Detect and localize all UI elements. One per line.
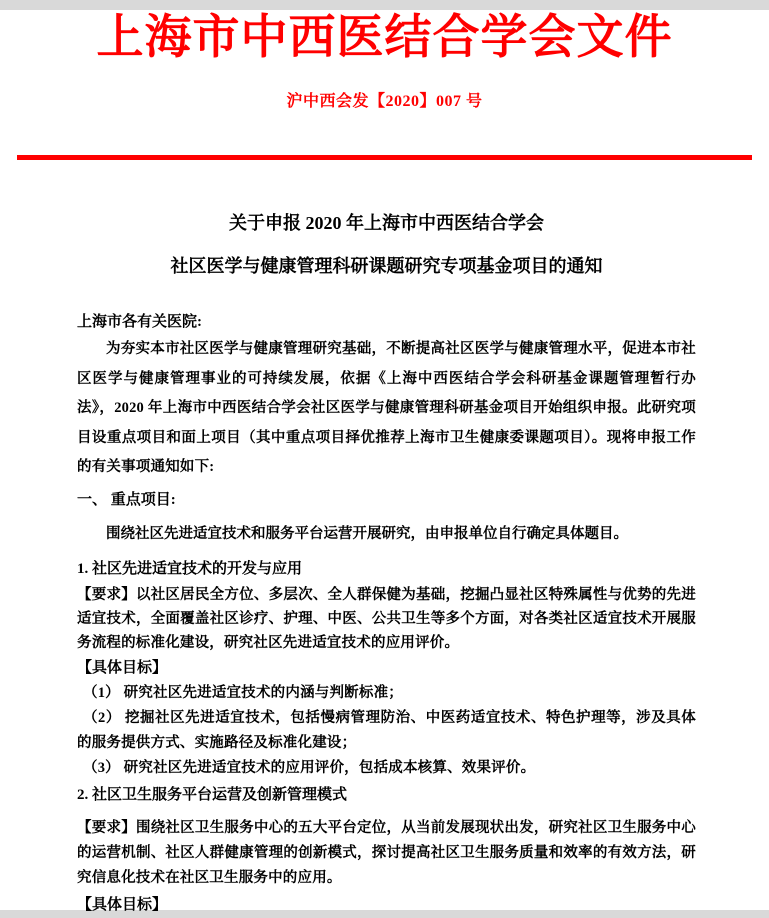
item2-goals-heading: 【具体目标】 (77, 896, 168, 913)
item1-requirement: 【要求】以社区居民全方位、多层次、全人群保健为基础，挖掘凸显社区特殊属性与优势的先进适宜技术，全面覆盖社区诊疗、护理、中医、公共卫生等多个方面，对各类社区适宜技术开展服务流程的标准化建设，研究社区先进适宜技术的应用评价。 (77, 586, 696, 651)
item1-goals-heading: 【具体目标】 (77, 659, 168, 676)
item2-requirement: 【要求】围绕社区卫生服务中心的五大平台定位，从当前发展现状出发，研究社区卫生服务中心的运营机制、社区人群健康管理的创新模式，探讨提高社区卫生服务质量和效率的有效方法，研究信息化技术在社区卫生服务中的应用。 (77, 819, 696, 886)
item1-heading: 1. 社区先进适宜技术的开发与应用 (77, 560, 303, 577)
document-body (0, 212, 769, 918)
section1-intro: 围绕社区先进适宜技术和服务平台运营开展研究，由申报单位自行确定具体题目。 (106, 525, 628, 542)
red-divider (17, 155, 752, 160)
item2-heading: 2. 社区卫生服务平台运营及创新管理模式 (77, 786, 348, 803)
notice-title-line2: 社区医学与健康管理科研课题研究专项基金项目的通知 (170, 256, 603, 276)
doc-number: 沪中西会发【2020】007 号 (286, 93, 483, 110)
salutation: 上海市各有关医院: (77, 314, 202, 330)
item1-goal-3: （3） 研究社区先进适宜技术的应用评价，包括成本核算、效果评价。 (83, 759, 536, 776)
item1-goal-1: （1） 研究社区先进适宜技术的内涵与判断标准； (83, 684, 403, 701)
intro-paragraph: 为夯实本市社区医学与健康管理研究基础，不断提高社区医学与健康管理水平，促进本市社区医学与健康管理事业的可持续发展，依据《上海中西医结合学会科研基金课题管理暂行办法》，2020 年上海市中西医结合学会社区医学与健康管理科研基金项目开始组织申报。此研究项目设重点项目和面上项目（其中重点项目择优推荐上海市卫生健康委课题项目）。现将申报工作的有关事项通知如下: (77, 341, 696, 475)
item1-goal-2: （2） 挖掘社区先进适宜技术，包括慢病管理防治、中医药适宜技术、特色护理等，涉及具体的服务提供方式、实施路径及标准化建设； (77, 709, 696, 751)
org-title: 上海市中西医结合学会文件 (96, 12, 673, 64)
document-page (0, 10, 769, 913)
section1-heading: 一、 重点项目: (77, 491, 176, 508)
notice-title-line1: 关于申报 2020 年上海市中西医结合学会 (229, 213, 544, 233)
